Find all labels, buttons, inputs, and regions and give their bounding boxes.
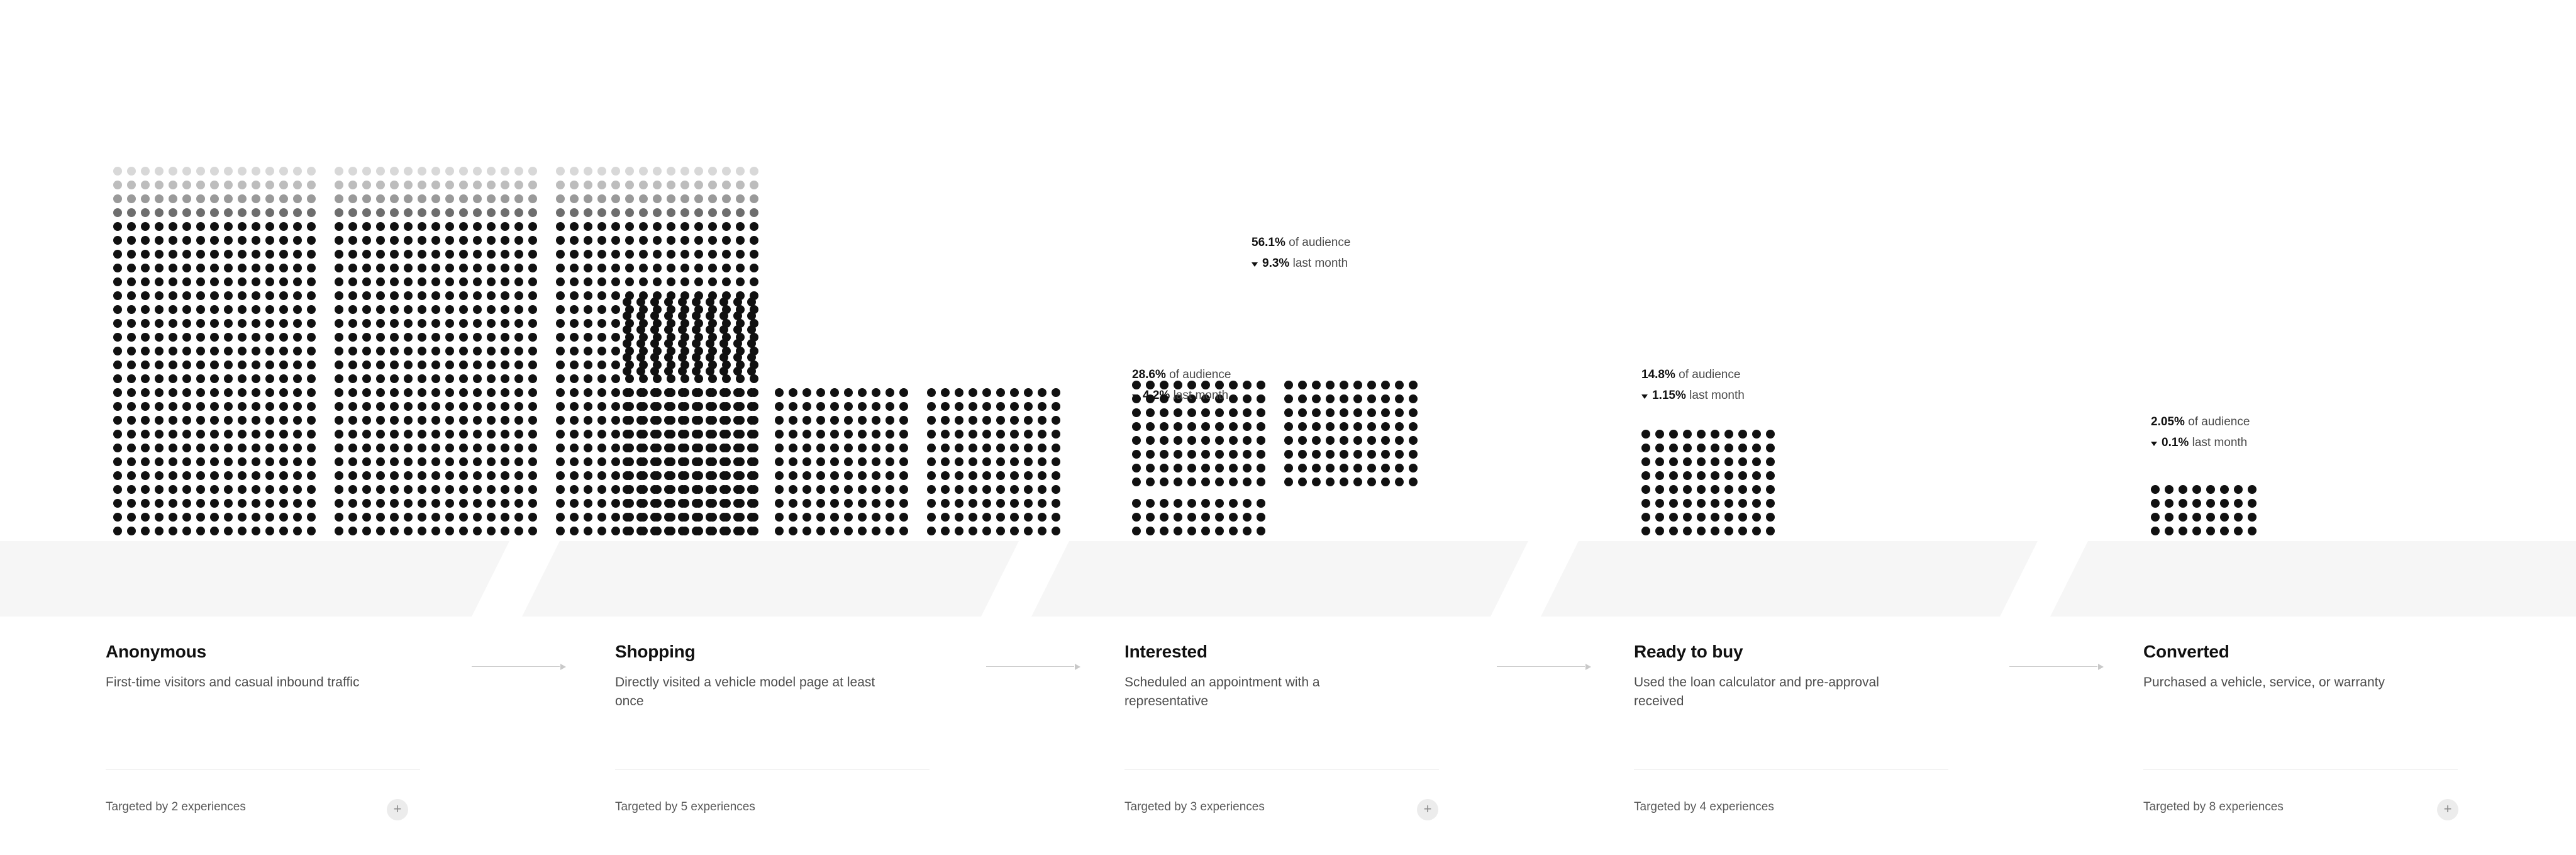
stage-title: Interested — [1124, 642, 1208, 661]
stage-stats-interested — [1132, 368, 1231, 403]
stage-description: Directly visited a vehicle model page at least once — [615, 675, 875, 709]
add-experience-button[interactable]: + — [2437, 799, 2458, 820]
dot-matrix-shopping — [623, 298, 1065, 540]
stage-description: Purchased a vehicle, service, or warranty — [2143, 675, 2385, 690]
targeted-experiences: Targeted by 5 experiences — [615, 800, 755, 813]
funnel-stage-converted[interactable] — [2038, 0, 2553, 855]
dot-matrix-ready-to-buy — [1641, 430, 1780, 540]
add-experience-button[interactable]: + — [1417, 799, 1438, 820]
audience-suffix: of audience — [1289, 236, 1351, 249]
delta-suffix: last month — [2192, 436, 2248, 449]
stage-label-anonymous — [106, 642, 458, 692]
stage-title: Converted — [2143, 642, 2229, 661]
triangle-down-icon — [2151, 442, 2157, 446]
audience-pct: 2.05% — [2151, 415, 2185, 428]
delta-pct: 1.15% — [1652, 389, 1686, 402]
stage-title: Ready to buy — [1634, 642, 1743, 661]
add-experience-button[interactable]: + — [387, 799, 408, 820]
audience-pct: 56.1% — [1252, 236, 1285, 249]
delta-pct: 4.2% — [1143, 389, 1170, 402]
delta-pct: 9.3% — [1262, 257, 1290, 270]
delta-suffix: last month — [1689, 389, 1745, 402]
targeted-experiences: Targeted by 3 experiences — [1124, 800, 1265, 813]
stage-description: Used the loan calculator and pre-approval received — [1634, 675, 1879, 709]
stage-stats-converted — [2151, 415, 2250, 450]
targeted-experiences: Targeted by 4 experiences — [1634, 800, 1774, 813]
audience-pct: 28.6% — [1132, 368, 1166, 381]
stage-label-interested — [1124, 642, 1477, 712]
targeted-experiences: Targeted by 8 experiences — [2143, 800, 2284, 813]
stage-label-converted — [2143, 642, 2496, 692]
stage-stats-ready-to-buy — [1641, 368, 1745, 403]
targeted-experiences: Targeted by 2 experiences — [106, 800, 246, 813]
stage-label-shopping — [615, 642, 967, 712]
funnel-stage-anonymous[interactable] — [0, 0, 516, 855]
delta-suffix: last month — [1173, 389, 1229, 402]
dot-matrix-converted — [2151, 485, 2262, 540]
delta-pct: 0.1% — [2162, 436, 2189, 449]
audience-suffix: of audience — [2188, 415, 2250, 428]
stage-description: Scheduled an appointment with a representative — [1124, 675, 1320, 709]
triangle-down-icon — [1641, 394, 1648, 399]
funnel-stage-ready-to-buy[interactable] — [1528, 0, 2044, 855]
stage-title: Shopping — [615, 642, 696, 661]
delta-suffix: last month — [1292, 257, 1348, 270]
stage-label-ready-to-buy — [1634, 642, 1986, 712]
audience-pct: 14.8% — [1641, 368, 1675, 381]
audience-suffix: of audience — [1679, 368, 1741, 381]
dot-matrix-interested — [1132, 381, 1423, 540]
audience-suffix: of audience — [1169, 368, 1231, 381]
triangle-down-icon — [1132, 394, 1138, 399]
stage-title: Anonymous — [106, 642, 206, 661]
stage-description: First-time visitors and casual inbound traffic — [106, 675, 360, 690]
